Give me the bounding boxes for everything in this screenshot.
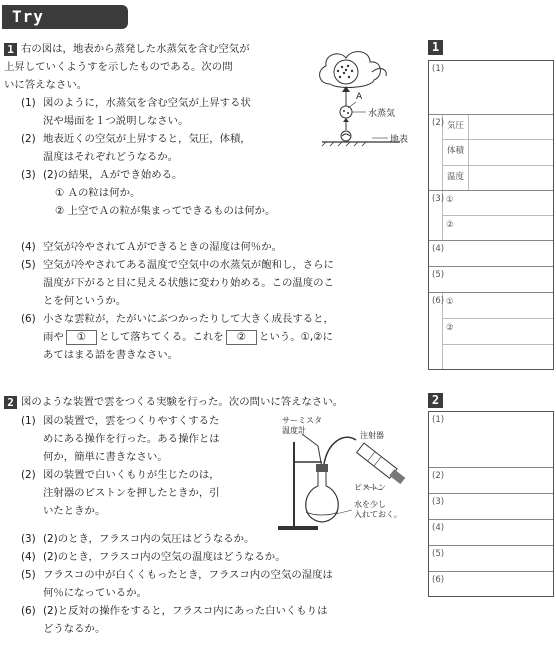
answer-2-row-4-label: (4) — [432, 523, 445, 533]
answer-2-row-1-label: (1) — [432, 415, 445, 425]
q2-item-2: (2) 図の装置で白いくもりが生じたのは， 注射器のピストンを押したときか，引 いたときか。 — [21, 469, 220, 517]
answer-1-row-6 — [429, 293, 553, 369]
q2-number-badge: 2 — [4, 396, 17, 409]
q1-intro-text: 右の図は，地表から蒸発した水蒸気を含む空気が 上昇していくようすを示したものである。次の問 いに答えなさい。 — [4, 43, 250, 91]
answer-1-temperature[interactable]: 温度 — [443, 166, 553, 190]
answer-table-1 — [428, 60, 554, 370]
answer-1-volume[interactable]: 体積 — [443, 140, 553, 165]
answer-1-row-5[interactable] — [429, 267, 553, 293]
answer-1-row-3-sub-1[interactable]: ① — [443, 191, 553, 216]
answer-2-row-6[interactable] — [429, 572, 553, 596]
label-piston: ピストン — [354, 483, 386, 492]
q1-item-1: (1) 図のように，水蒸気を含む空気が上昇する状 況や場面を１つ説明しなさい。 — [21, 97, 251, 127]
answer-1-row-2 — [429, 115, 553, 191]
answer-1-row-3-sub-2[interactable]: ② — [446, 220, 454, 230]
try-header: Try — [2, 5, 128, 29]
q1-intro — [4, 40, 304, 94]
q2-intro-text: 図のような装置で雲をつくる実験を行った。次の問いに答えなさい。 — [21, 396, 344, 408]
answer-1-pressure[interactable]: 気圧 — [443, 115, 553, 140]
question-2 — [4, 393, 414, 411]
label-syringe: 注射器 — [360, 431, 384, 440]
q1-item-3-sub-2: ② 上空でＡの粒が集まってできるものは何か。 — [55, 205, 276, 217]
q2-item-4: (4) (2)のとき，フラスコ内の空気の温度はどうなるか。 — [21, 551, 286, 563]
question-1 — [4, 40, 304, 220]
figure-flask-apparatus — [272, 412, 412, 532]
label-thermistor: サーミスタ 温度計 — [282, 416, 322, 435]
q2-intro — [4, 393, 414, 411]
q1-number-badge: 1 — [4, 43, 17, 56]
q1-item-5: (5) 空気が冷やされてある温度で空気中の水蒸気が飽和し，さらに 温度が下がると目に見える状態に変わり始める。この温度のこ とを何というか。 — [21, 259, 334, 307]
answer-panel-2-header — [428, 393, 554, 408]
q2-item-1: (1) 図の装置で，雲をつくりやすくするた めにある操作を行った。ある操作とは 何か，簡単に書きなさい。 — [21, 415, 220, 463]
answer-panel-1-header — [428, 40, 554, 55]
q1-item-3: (3) (2)の結果，Ａができ始める。 — [21, 169, 183, 181]
q1-item-6: (6) 小さな雲粒が，たがいにぶつかったりして大きく成長すると， 雨や ① として落ちてくる。これを ② という。①,②に あてはまる語を書きなさい。 — [21, 313, 334, 361]
blank-1: ① — [66, 330, 97, 345]
blank-2: ② — [226, 330, 257, 345]
label-a: A — [356, 92, 363, 102]
question-2-items-b — [21, 530, 411, 638]
label-vapor: 水蒸気 — [368, 109, 396, 119]
q1-item-4: (4) 空気が冷やされてＡができるときの湿度は何％か。 — [21, 241, 282, 253]
answer-1-row-1-label: (1) — [432, 64, 445, 74]
answer-2-row-2[interactable] — [429, 468, 553, 494]
answer-2-row-5[interactable] — [429, 546, 553, 572]
answer-2-row-1[interactable] — [429, 412, 553, 468]
label-ground: 地表 — [390, 135, 409, 145]
q2-item-5: (5) フラスコの中が白くくもったとき，フラスコ内の空気の湿度は 何％になっているか。 — [21, 569, 333, 599]
answer-1-row-2-label: (2) — [429, 115, 443, 190]
answer-1-row-4[interactable] — [429, 241, 553, 267]
answer-2-row-3-label: (3) — [432, 497, 445, 507]
answer-1-row-5-label: (5) — [432, 270, 445, 280]
answer-1-row-6-sub-2[interactable]: ② — [443, 319, 553, 345]
q2-item-6: (6) (2)と反対の操作をすると，フラスコ内にあった白いくもりは どうなるか。 — [21, 605, 328, 635]
q1-item-2: (2) 地表近くの空気が上昇すると，気圧，体積， 温度はそれぞれどうなるか。 — [21, 133, 251, 163]
answer-2-badge: 2 — [428, 393, 443, 408]
answer-2-row-5-label: (5) — [432, 549, 445, 559]
q1-item-3-sub-1: ① Ａの粒は何か。 — [55, 187, 141, 199]
answer-1-row-6-label: (6) — [429, 293, 443, 369]
figure-rising-air — [312, 42, 412, 150]
question-1-cont — [21, 238, 401, 364]
answer-2-row-4[interactable] — [429, 520, 553, 546]
answer-1-row-4-label: (4) — [432, 244, 445, 254]
answer-table-2 — [428, 411, 554, 597]
label-water: 水を少し 入れておく。 — [354, 500, 402, 519]
answer-1-row-3-label: (3) — [429, 191, 443, 240]
answer-1-row-3 — [429, 191, 553, 241]
q2-item-3: (3) (2)のとき，フラスコ内の気圧はどうなるか。 — [21, 533, 255, 545]
question-2-items-a — [21, 412, 271, 520]
answer-1-row-6-sub-1[interactable]: ① — [443, 293, 553, 319]
answer-1-row-1[interactable] — [429, 61, 553, 115]
answer-2-row-2-label: (2) — [432, 471, 445, 481]
answer-2-row-6-label: (6) — [432, 575, 445, 585]
answer-2-row-3[interactable] — [429, 494, 553, 520]
answer-1-badge: 1 — [428, 40, 443, 55]
